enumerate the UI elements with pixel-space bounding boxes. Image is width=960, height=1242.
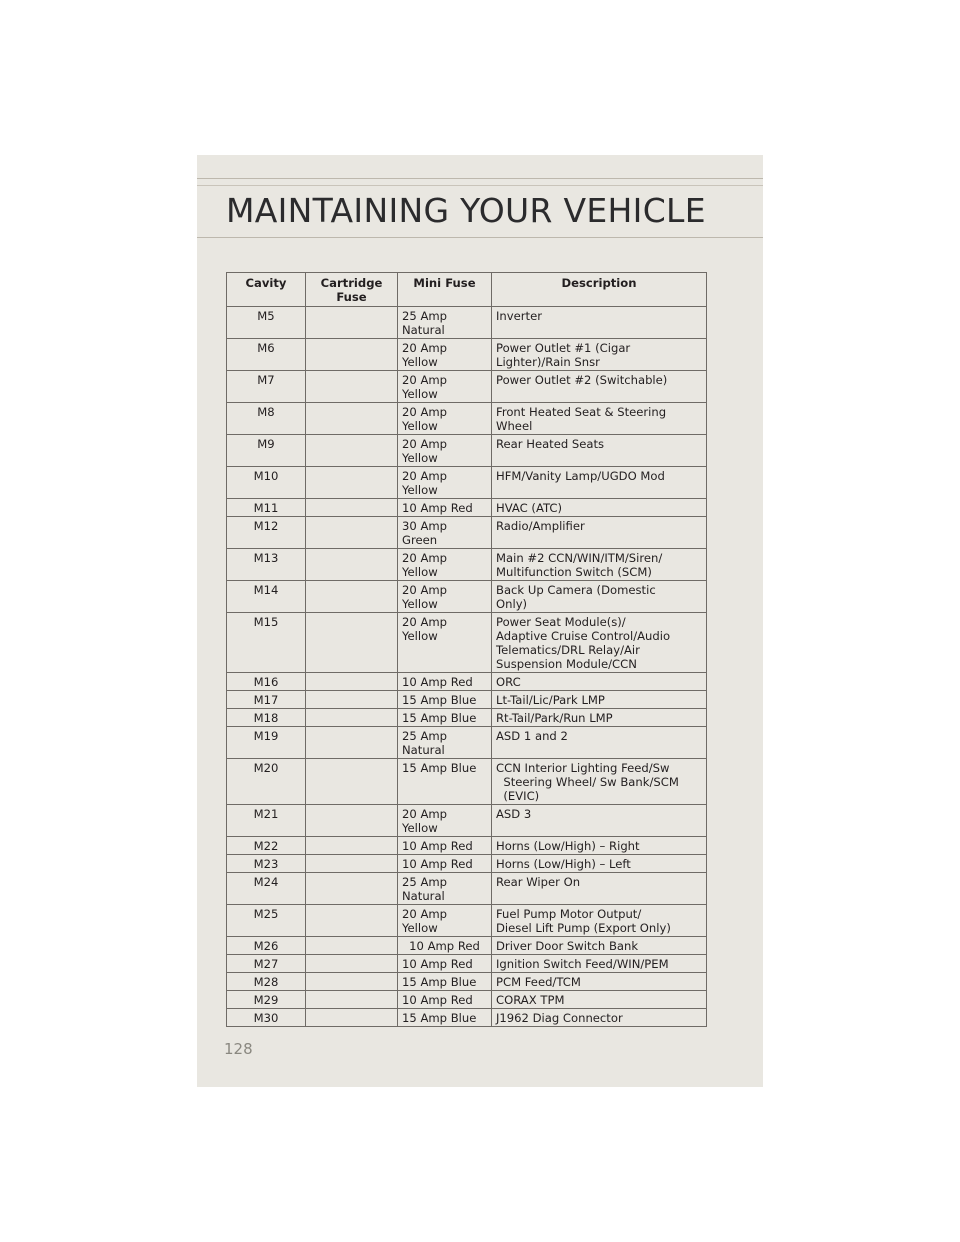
table-row bbox=[227, 973, 707, 991]
cavity-cell: M28 bbox=[227, 973, 306, 991]
description-cell: Rt-Tail/Park/Run LMP bbox=[492, 709, 707, 727]
cartridge-fuse-cell bbox=[306, 973, 398, 991]
column-header-cavity: Cavity bbox=[227, 273, 306, 307]
cartridge-fuse-cell bbox=[306, 581, 398, 613]
mini-fuse-cell: 15 Amp Blue bbox=[398, 759, 492, 805]
cavity-cell: M23 bbox=[227, 855, 306, 873]
cavity-cell: M10 bbox=[227, 467, 306, 499]
description-cell: CCN Interior Lighting Feed/Sw Steering Wheel/ Sw Bank/SCM (EVIC) bbox=[492, 759, 707, 805]
cartridge-fuse-cell bbox=[306, 837, 398, 855]
cavity-cell: M6 bbox=[227, 339, 306, 371]
cartridge-fuse-cell bbox=[306, 873, 398, 905]
description-cell: Front Heated Seat & Steering Wheel bbox=[492, 403, 707, 435]
description-cell: Radio/Amplifier bbox=[492, 517, 707, 549]
description-cell: J1962 Diag Connector bbox=[492, 1009, 707, 1027]
mini-fuse-cell: 20 Amp Yellow bbox=[398, 435, 492, 467]
table-row bbox=[227, 905, 707, 937]
description-cell: Horns (Low/High) – Right bbox=[492, 837, 707, 855]
cavity-cell: M30 bbox=[227, 1009, 306, 1027]
description-cell: Power Outlet #2 (Switchable) bbox=[492, 371, 707, 403]
description-cell: Main #2 CCN/WIN/ITM/Siren/ Multifunction Switch (SCM) bbox=[492, 549, 707, 581]
cartridge-fuse-cell bbox=[306, 339, 398, 371]
table-row bbox=[227, 727, 707, 759]
table-row bbox=[227, 339, 707, 371]
table-row bbox=[227, 937, 707, 955]
table-row bbox=[227, 691, 707, 709]
column-header-cartridge-fuse: Cartridge Fuse bbox=[306, 273, 398, 307]
description-cell: Power Outlet #1 (Cigar Lighter)/Rain Snsr bbox=[492, 339, 707, 371]
mini-fuse-cell: 10 Amp Red bbox=[398, 673, 492, 691]
cartridge-fuse-cell bbox=[306, 1009, 398, 1027]
description-cell: Rear Wiper On bbox=[492, 873, 707, 905]
cavity-cell: M26 bbox=[227, 937, 306, 955]
cartridge-fuse-cell bbox=[306, 955, 398, 973]
table-row bbox=[227, 991, 707, 1009]
table-row bbox=[227, 435, 707, 467]
cartridge-fuse-cell bbox=[306, 727, 398, 759]
cavity-cell: M22 bbox=[227, 837, 306, 855]
description-cell: Back Up Camera (Domestic Only) bbox=[492, 581, 707, 613]
table-row bbox=[227, 873, 707, 905]
table-row bbox=[227, 759, 707, 805]
mini-fuse-cell: 10 Amp Red bbox=[398, 955, 492, 973]
table-row bbox=[227, 517, 707, 549]
cavity-cell: M11 bbox=[227, 499, 306, 517]
cartridge-fuse-cell bbox=[306, 905, 398, 937]
mini-fuse-cell: 20 Amp Yellow bbox=[398, 613, 492, 673]
header-rule-top bbox=[197, 178, 763, 179]
description-cell: Horns (Low/High) – Left bbox=[492, 855, 707, 873]
mini-fuse-cell: 15 Amp Blue bbox=[398, 973, 492, 991]
cartridge-fuse-cell bbox=[306, 805, 398, 837]
table-row bbox=[227, 955, 707, 973]
cartridge-fuse-cell bbox=[306, 709, 398, 727]
fuse-table-body bbox=[227, 307, 707, 1027]
cartridge-fuse-cell bbox=[306, 403, 398, 435]
cavity-cell: M18 bbox=[227, 709, 306, 727]
description-cell: HVAC (ATC) bbox=[492, 499, 707, 517]
mini-fuse-cell: 10 Amp Red bbox=[398, 937, 492, 955]
page-title: MAINTAINING YOUR VEHICLE bbox=[226, 191, 706, 230]
cavity-cell: M12 bbox=[227, 517, 306, 549]
description-cell: PCM Feed/TCM bbox=[492, 973, 707, 991]
cavity-cell: M8 bbox=[227, 403, 306, 435]
description-cell: Rear Heated Seats bbox=[492, 435, 707, 467]
cartridge-fuse-cell bbox=[306, 517, 398, 549]
table-row bbox=[227, 403, 707, 435]
header-rule-bottom bbox=[197, 237, 763, 238]
mini-fuse-cell: 20 Amp Yellow bbox=[398, 467, 492, 499]
mini-fuse-cell: 10 Amp Red bbox=[398, 991, 492, 1009]
cartridge-fuse-cell bbox=[306, 991, 398, 1009]
cartridge-fuse-cell bbox=[306, 499, 398, 517]
cavity-cell: M7 bbox=[227, 371, 306, 403]
description-cell: Driver Door Switch Bank bbox=[492, 937, 707, 955]
mini-fuse-cell: 20 Amp Yellow bbox=[398, 805, 492, 837]
description-cell: Fuel Pump Motor Output/ Diesel Lift Pump (Export Only) bbox=[492, 905, 707, 937]
cavity-cell: M17 bbox=[227, 691, 306, 709]
table-row bbox=[227, 855, 707, 873]
mini-fuse-cell: 25 Amp Natural bbox=[398, 873, 492, 905]
cavity-cell: M27 bbox=[227, 955, 306, 973]
cavity-cell: M25 bbox=[227, 905, 306, 937]
column-header-description: Description bbox=[492, 273, 707, 307]
cavity-cell: M20 bbox=[227, 759, 306, 805]
description-cell: CORAX TPM bbox=[492, 991, 707, 1009]
cartridge-fuse-cell bbox=[306, 467, 398, 499]
cavity-cell: M9 bbox=[227, 435, 306, 467]
mini-fuse-cell: 25 Amp Natural bbox=[398, 727, 492, 759]
cartridge-fuse-cell bbox=[306, 307, 398, 339]
mini-fuse-cell: 20 Amp Yellow bbox=[398, 371, 492, 403]
mini-fuse-cell: 20 Amp Yellow bbox=[398, 403, 492, 435]
mini-fuse-cell: 10 Amp Red bbox=[398, 499, 492, 517]
cartridge-fuse-cell bbox=[306, 855, 398, 873]
mini-fuse-cell: 20 Amp Yellow bbox=[398, 581, 492, 613]
cartridge-fuse-cell bbox=[306, 371, 398, 403]
mini-fuse-cell: 30 Amp Green bbox=[398, 517, 492, 549]
cartridge-fuse-cell bbox=[306, 549, 398, 581]
mini-fuse-cell: 10 Amp Red bbox=[398, 837, 492, 855]
cavity-cell: M16 bbox=[227, 673, 306, 691]
description-cell: Lt-Tail/Lic/Park LMP bbox=[492, 691, 707, 709]
description-cell: Power Seat Module(s)/ Adaptive Cruise Control/Audio Telematics/DRL Relay/Air Suspension Module/CCN bbox=[492, 613, 707, 673]
cavity-cell: M5 bbox=[227, 307, 306, 339]
cartridge-fuse-cell bbox=[306, 759, 398, 805]
table-row bbox=[227, 837, 707, 855]
cavity-cell: M21 bbox=[227, 805, 306, 837]
mini-fuse-cell: 20 Amp Yellow bbox=[398, 339, 492, 371]
header-rule-top-inner bbox=[197, 185, 763, 186]
cavity-cell: M14 bbox=[227, 581, 306, 613]
table-row bbox=[227, 549, 707, 581]
cavity-cell: M19 bbox=[227, 727, 306, 759]
table-row bbox=[227, 499, 707, 517]
table-row bbox=[227, 673, 707, 691]
description-cell: Ignition Switch Feed/WIN/PEM bbox=[492, 955, 707, 973]
mini-fuse-cell: 15 Amp Blue bbox=[398, 691, 492, 709]
mini-fuse-cell: 10 Amp Red bbox=[398, 855, 492, 873]
description-cell: ASD 3 bbox=[492, 805, 707, 837]
mini-fuse-cell: 20 Amp Yellow bbox=[398, 549, 492, 581]
mini-fuse-cell: 15 Amp Blue bbox=[398, 1009, 492, 1027]
table-header-row bbox=[227, 273, 707, 307]
column-header-mini-fuse: Mini Fuse bbox=[398, 273, 492, 307]
description-cell: ASD 1 and 2 bbox=[492, 727, 707, 759]
table-row bbox=[227, 613, 707, 673]
table-row bbox=[227, 371, 707, 403]
table-row bbox=[227, 1009, 707, 1027]
mini-fuse-cell: 20 Amp Yellow bbox=[398, 905, 492, 937]
cartridge-fuse-cell bbox=[306, 937, 398, 955]
cartridge-fuse-cell bbox=[306, 673, 398, 691]
cavity-cell: M13 bbox=[227, 549, 306, 581]
description-cell: Inverter bbox=[492, 307, 707, 339]
cartridge-fuse-cell bbox=[306, 435, 398, 467]
cartridge-fuse-cell bbox=[306, 691, 398, 709]
mini-fuse-cell: 15 Amp Blue bbox=[398, 709, 492, 727]
table-row bbox=[227, 307, 707, 339]
description-cell: HFM/Vanity Lamp/UGDO Mod bbox=[492, 467, 707, 499]
table-row bbox=[227, 805, 707, 837]
cavity-cell: M29 bbox=[227, 991, 306, 1009]
fuse-table bbox=[226, 272, 707, 1027]
description-cell: ORC bbox=[492, 673, 707, 691]
table-row bbox=[227, 709, 707, 727]
cavity-cell: M15 bbox=[227, 613, 306, 673]
table-row bbox=[227, 581, 707, 613]
page-number: 128 bbox=[224, 1040, 253, 1058]
cartridge-fuse-cell bbox=[306, 613, 398, 673]
cavity-cell: M24 bbox=[227, 873, 306, 905]
mini-fuse-cell: 25 Amp Natural bbox=[398, 307, 492, 339]
table-row bbox=[227, 467, 707, 499]
